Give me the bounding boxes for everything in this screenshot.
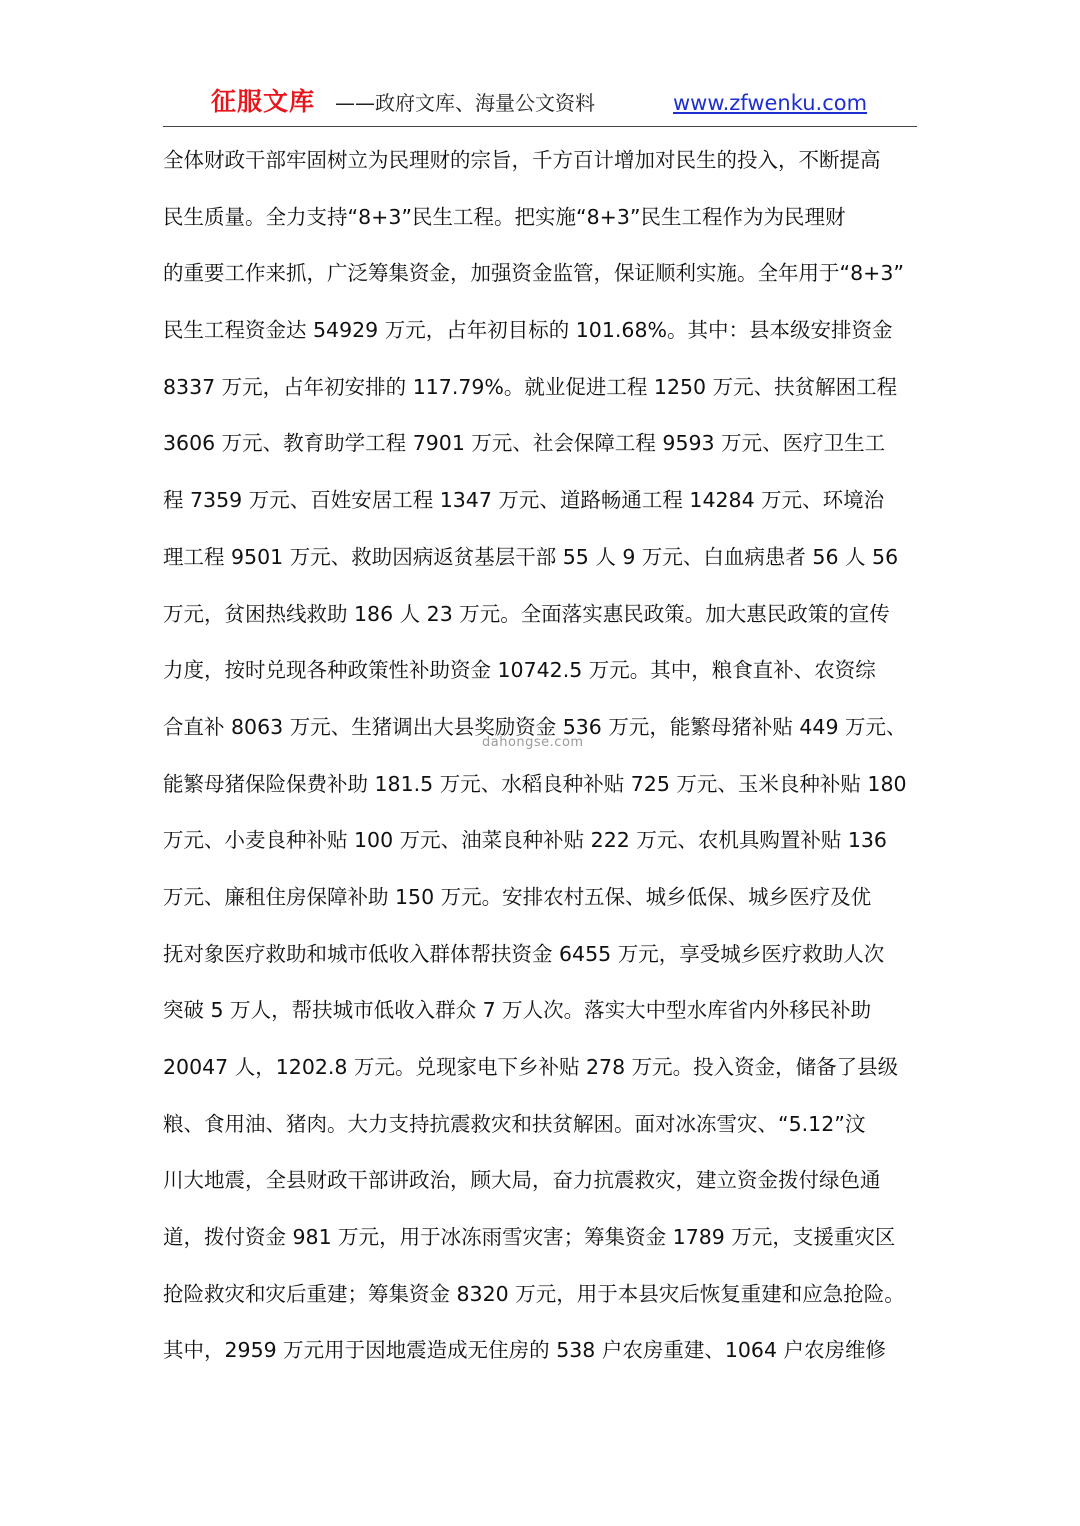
body-line: 20047 人，1202.8 万元。兑现家电下乡补贴 278 万元。投入资金，储备了县级: [163, 1055, 899, 1079]
header-tagline: ——政府文库、海量公文资料: [335, 91, 595, 115]
body-line: 8337 万元，占年初安排的 117.79%。就业促进工程 1250 万元、扶贫解困工程: [163, 374, 898, 399]
body-line: 突破 5 万人，帮扶城市低收入群众 7 万人次。落实大中型水库省内外移民补助: [163, 998, 872, 1023]
body-line: 的重要工作来抓，广泛筹集资金，加强资金监管，保证顺利实施。全年用于“8+3”: [163, 261, 905, 286]
body-line: 万元、廉租住房保障补助 150 万元。安排农村五保、城乡低保、城乡医疗及优: [163, 884, 872, 909]
body-line: 道，拨付资金 981 万元，用于冰冻雨雪灾害；筹集资金 1789 万元，支援重灾区: [163, 1225, 896, 1250]
body-line: 抚对象医疗救助和城市低收入群体帮扶资金 6455 万元，享受城乡医疗救助人次: [163, 941, 885, 966]
body-line: 程 7359 万元、百姓安居工程 1347 万元、道路畅通工程 14284 万元、环境治: [163, 488, 885, 513]
body-line: 力度，按时兑现各种政策性补助资金 10742.5 万元。其中，粮食直补、农资综: [163, 658, 876, 683]
body-line: 川大地震，全县财政干部讲政治，顾大局，奋力抗震救灾，建立资金拨付绿色通: [163, 1168, 881, 1193]
body-line: 民生工程资金达 54929 万元，占年初目标的 101.68%。其中：县本级安排资金: [163, 318, 893, 343]
document-body: [163, 132, 923, 1379]
brand-logo-text: 征服文库: [211, 87, 316, 116]
body-line: 理工程 9501 万元、救助因病返贫基层干部 55 人 9 万元、白血病患者 56 人 56: [163, 544, 899, 569]
body-line: 合直补 8063 万元、生猪调出大县奖励资金 536 万元，能繁母猪补贴 449 万元、: [163, 714, 907, 739]
body-line: 民生质量。全力支持“8+3”民生工程。把实施“8+3”民生工程作为为民理财: [163, 204, 846, 229]
body-line: 万元、小麦良种补贴 100 万元、油菜良种补贴 222 万元、农机具购置补贴 136: [163, 828, 887, 853]
website-link[interactable]: www.zfwenku.com: [673, 91, 868, 115]
body-line: 万元，贫困热线救助 186 人 23 万元。全面落实惠民政策。加大惠民政策的宣传: [163, 601, 890, 626]
body-line: 抢险救灾和灾后重建；筹集资金 8320 万元，用于本县灾后恢复重建和应急抢险。: [163, 1281, 905, 1306]
body-line: 3606 万元、教育助学工程 7901 万元、社会保障工程 9593 万元、医疗卫生工: [163, 431, 886, 456]
body-line: 全体财政干部牢固树立为民理财的宗旨，千方百计增加对民生的投入，不断提高: [163, 148, 881, 172]
body-line: 能繁母猪保险保费补助 181.5 万元、水稻良种补贴 725 万元、玉米良种补贴 180: [163, 771, 907, 796]
watermark: dahongse.com: [482, 735, 584, 750]
body-line: 其中，2959 万元用于因地震造成无住房的 538 户农房重建、1064 户农房维修: [163, 1338, 887, 1363]
body-line: 粮、食用油、猪肉。大力支持抗震救灾和扶贫解困。面对冰冻雪灾、“5.12”汶: [163, 1111, 866, 1136]
page-header: [163, 84, 917, 127]
